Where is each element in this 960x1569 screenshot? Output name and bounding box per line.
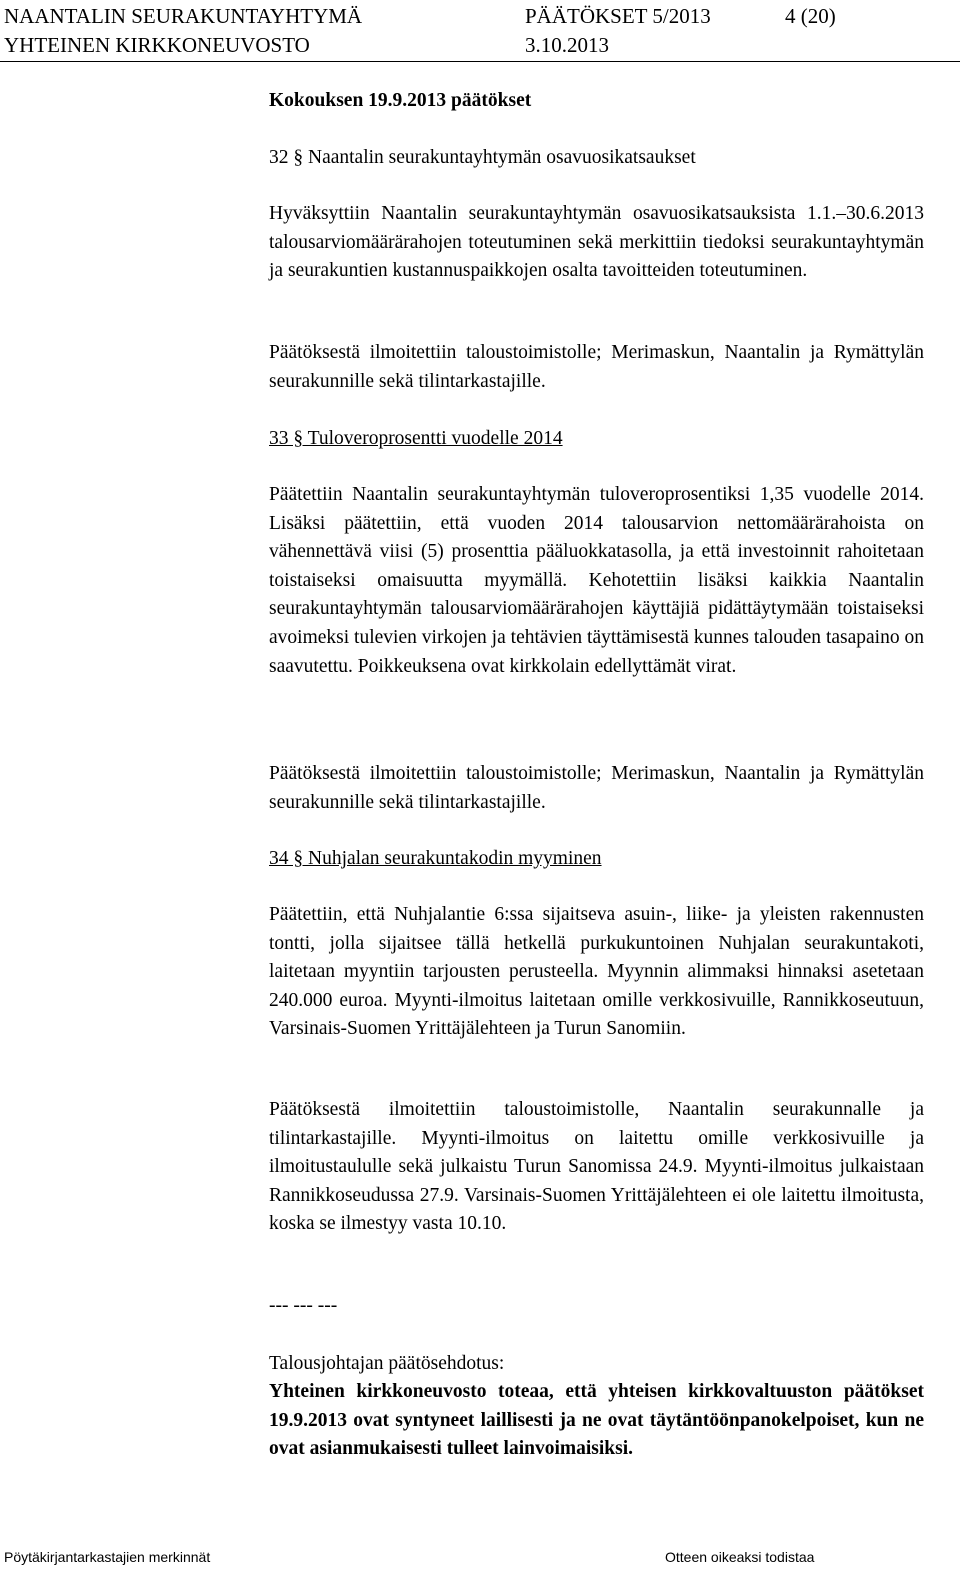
- meeting-heading: [269, 87, 924, 116]
- section-34-paragraph-2: Päätöksestä ilmoitettiin taloustoimistolle, Naantalin seurakunnalle ja tilintarkastajille. Myynti-ilmoitus on laitettu omille verkkosivuille ja ilmoitustaululle sekä julkaistu Turun Sanomissa 24.9. Myynti-ilmoitus julkaistaan Rannikkoseudussa 27.9. Varsinais-Suomen Yrittäjälehteen ei ole laitettu ilmoitusta, koska se ilmestyy vasta 10.10.: [269, 1099, 924, 1235]
- header-divider: [0, 61, 960, 62]
- footer-left: Pöytäkirjantarkastajien merkinnät: [4, 1549, 211, 1565]
- section-32-paragraph-1: Hyväksyttiin Naantalin seurakuntayhtymän osavuosikatsauksista 1.1.–30.6.2013 talousarviomäärärahojen toteutuminen sekä merkittiin tiedoksi seurakuntayhtymän ja seurakuntien kustannuspaikkojen osalta tavoitteiden toteutuminen.: [269, 203, 924, 282]
- footer-right: Otteen oikeaksi todistaa: [665, 1549, 815, 1565]
- proposal-text: Yhteinen kirkkoneuvosto toteaa, että yhteisen kirkkovaltuuston päätökset 19.9.2013 ovat syntyneet laillisesti ja ne ovat täytäntöönpanokelpoiset, kun ne ovat asianmukaisesti tulleet lainvoimaisiksi.: [269, 1381, 924, 1460]
- section-33-paragraph-2: Päätöksestä ilmoitettiin taloustoimistolle; Merimaskun, Naantalin ja Rymättylän seurakunnille sekä tilintarkastajille.: [269, 763, 924, 813]
- section-32-paragraph-2: Päätöksestä ilmoitettiin taloustoimistolle; Merimaskun, Naantalin ja Rymättylän seurakunnille sekä tilintarkastajille.: [269, 342, 924, 392]
- proposal-label: Talousjohtajan päätösehdotus:: [269, 1353, 505, 1374]
- doc-date: 3.10.2013: [525, 33, 609, 57]
- section-32-title: 32 § Naantalin seurakuntayhtymän osavuosikatsaukset: [269, 147, 696, 168]
- section-34-paragraph-1: Päätettiin, että Nuhjalantie 6:ssa sijaitseva asuin-, liike- ja yleisten rakennusten tontti, jolla sijaitsee tällä hetkellä purkukuntoinen Nuhjalan seurakuntakoti, laitetaan myyntiin tarjousten perusteella. Myynnin alimmaksi hinnaksi asetetaan 240.000 euroa. Myynti-ilmoitus laitetaan omille verkkosivuille, Rannikkoseutuun, Varsinais-Suomen Yrittäjälehteen ja Turun Sanomiin.: [269, 904, 924, 1040]
- doc-title: PÄÄTÖKSET 5/2013: [525, 4, 711, 28]
- body-name: YHTEINEN KIRKKONEUVOSTO: [4, 33, 310, 57]
- section-34-title: 34 § Nuhjalan seurakuntakodin myyminen: [269, 848, 602, 869]
- section-33-title: 33 § Tuloveroprosentti vuodelle 2014: [269, 428, 563, 449]
- page-title: Kokouksen 19.9.2013 päätökset: [269, 90, 532, 111]
- page-number: 4 (20): [785, 4, 836, 28]
- section-33-paragraph-1: Päätettiin Naantalin seurakuntayhtymän tuloveroprosentiksi 1,35 vuodelle 2014. Lisäksi päätettiin, että vuoden 2014 talousarvion nettomäärärahoista on vähennettävä viisi (5) prosenttia pääluokkatasolla, ja että investoinnit rahoitetaan toistaiseksi omaisuutta myymällä. Kehotettiin lisäksi kaikkia Naantalin seurakuntayhtymän talousarviomäärärahojen käyttäjiä pidättäytymään toistaiseksi avoimeksi tulevien virkojen ja tehtävien täyttämisestä kunnes talouden tasapaino on saavutettu. Poikkeuksena ovat kirkkolain edellyttämät virat.: [269, 484, 924, 677]
- org-name: NAANTALIN SEURAKUNTAYHTYMÄ: [4, 4, 363, 28]
- separator: --- --- ---: [269, 1295, 338, 1316]
